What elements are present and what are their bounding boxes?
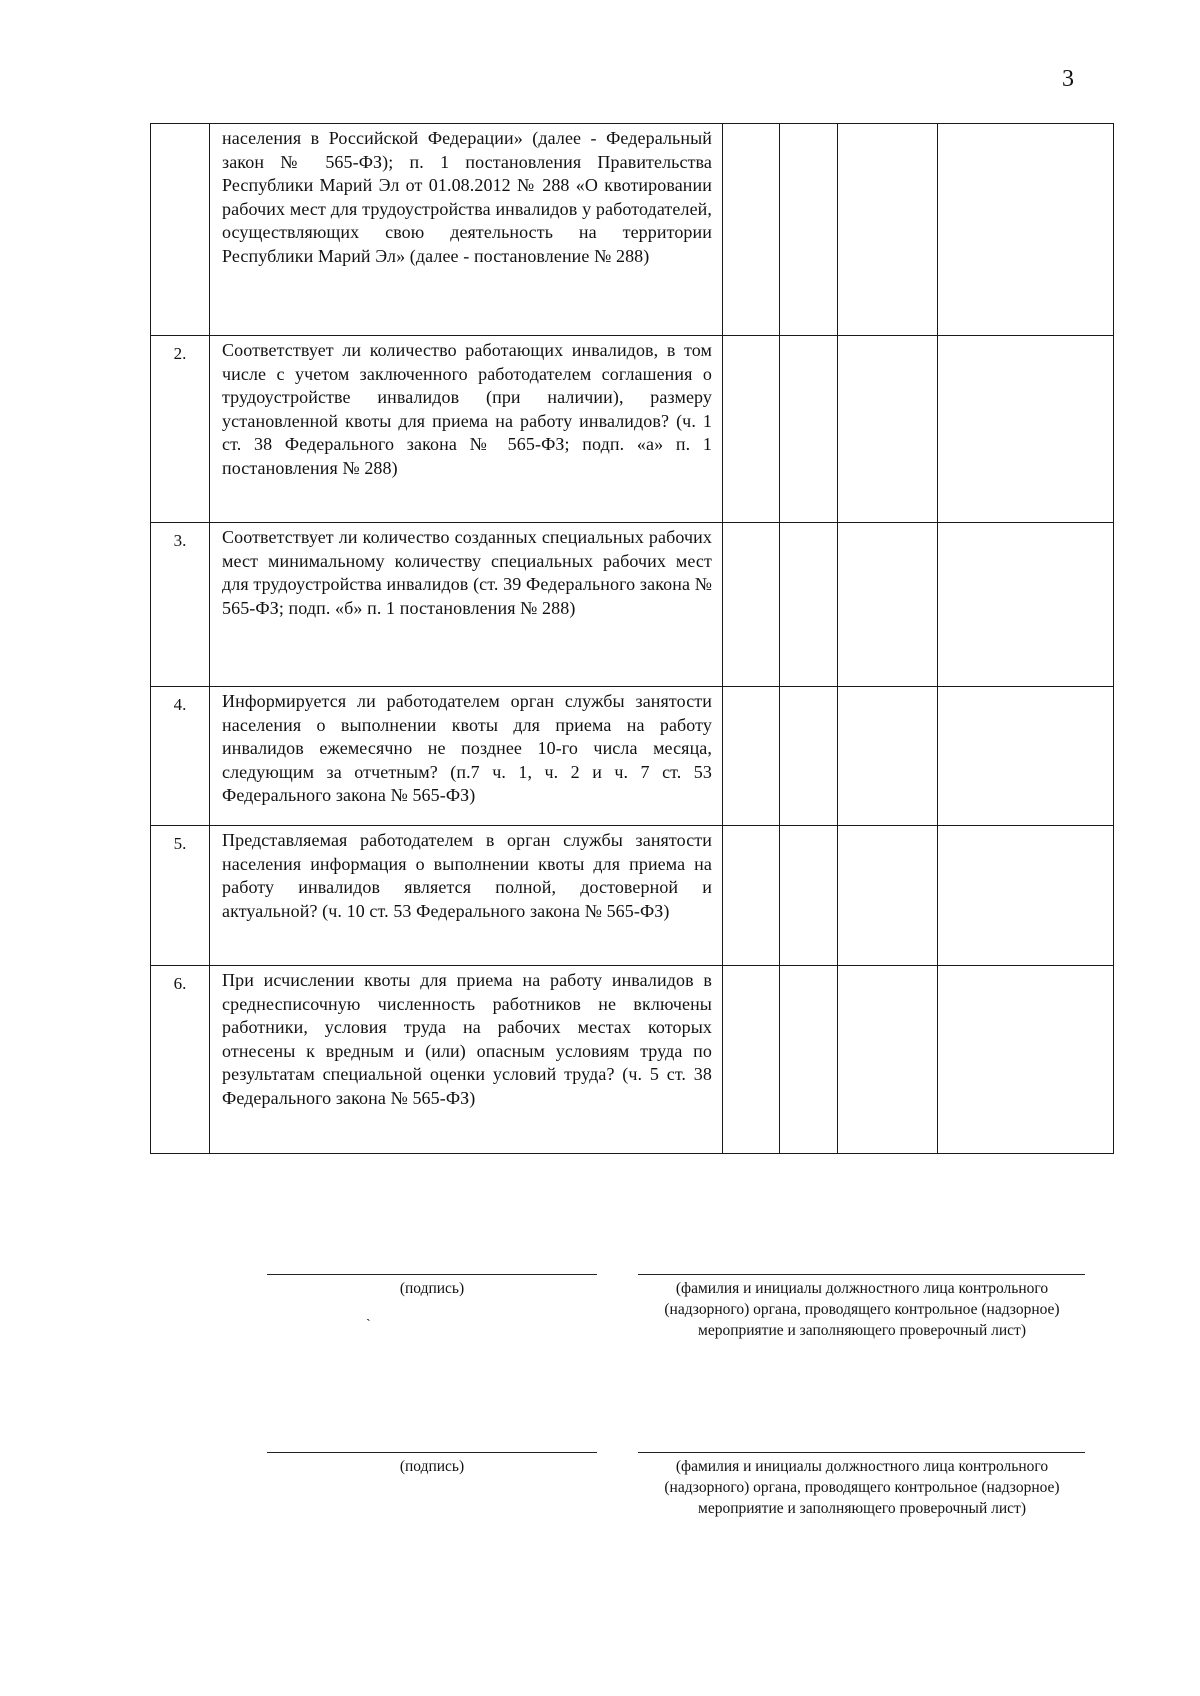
question-text: Представляемая работодателем в орган службы занятости населения информация о выполнении квоты для приема на работу инвалидов является полной, достоверной и актуальной? (ч. 10 ст. 53 Федерального закона № 565-ФЗ) [222,830,712,921]
answer-no-cell[interactable] [780,124,838,336]
signature-caption: (подпись) [399,1458,465,1475]
table-row [151,523,1114,687]
question-text: населения в Российской Федерации» (далее - Федеральный закон № 565-ФЗ); п. 1 постановления Правительства Республики Марий Эл от 01.08.2012 № 288 «О квотировании рабочих мест для трудоустройства инвалидов у работодателей, осуществляющих свою деятельность на территории Республики Марий Эл» (далее - постановление № 288) [222,128,712,266]
row-number-cell: 3. [151,523,210,687]
table-row [151,687,1114,826]
question-text: Информируется ли работодателем орган службы занятости населения о выполнении квоты для приема на работу инвалидов ежемесячно не позднее 10-го числа месяца, следующим за отчетным? (п.7 ч. 1, ч. 2 и ч. 7 ст. 53 Федерального закона № 565-ФЗ) [222,691,712,805]
question-cell [210,124,723,336]
table-row [151,124,1114,336]
answer-na-cell[interactable] [838,826,938,966]
table-row [151,826,1114,966]
table-row [151,336,1114,523]
name-caption: (фамилия и инициалы должностного лица контрольного (надзорного) органа, проводящего контрольное (надзорное) мероприятие и заполняющего проверочный лист) [664,1458,1060,1517]
signature-caption: (подпись) [399,1280,465,1297]
name-caption: (фамилия и инициалы должностного лица контрольного (надзорного) органа, проводящего контрольное (надзорное) мероприятие и заполняющего проверочный лист) [664,1280,1060,1339]
answer-no-cell[interactable] [780,687,838,826]
note-cell[interactable] [938,826,1114,966]
answer-no-cell[interactable] [780,336,838,523]
name-line[interactable] [638,1452,1085,1453]
checklist-table [150,123,1114,1154]
row-number-cell: 5. [151,826,210,966]
question-cell [210,966,723,1154]
question-text: Соответствует ли количество работающих инвалидов, в том числе с учетом заключенного работодателем соглашения о трудоустройстве инвалидов (при наличии), размеру установленной квоты для приема на работу инвалидов? (ч. 1 ст. 38 Федерального закона № 565-ФЗ; подп. «а» п. 1 постановления № 288) [222,340,712,478]
name-line[interactable] [638,1274,1085,1275]
answer-yes-cell[interactable] [723,523,780,687]
question-cell [210,336,723,523]
question-text: Соответствует ли количество созданных специальных рабочих мест минимальному количеству специальных рабочих мест для трудоустройства инвалидов (ст. 39 Федерального закона № 565-ФЗ; подп. «б» п. 1 постановления № 288) [222,527,712,618]
question-cell [210,523,723,687]
signature-line[interactable] [267,1274,597,1275]
question-cell [210,687,723,826]
row-number-cell: 4. [151,687,210,826]
answer-no-cell[interactable] [780,523,838,687]
answer-no-cell[interactable] [780,966,838,1154]
answer-yes-cell[interactable] [723,336,780,523]
answer-na-cell[interactable] [838,336,938,523]
note-cell[interactable] [938,687,1114,826]
signature-line[interactable] [267,1452,597,1453]
answer-na-cell[interactable] [838,966,938,1154]
answer-yes-cell[interactable] [723,687,780,826]
answer-na-cell[interactable] [838,124,938,336]
table-row [151,966,1114,1154]
answer-na-cell[interactable] [838,687,938,826]
row-number-cell: 6. [151,966,210,1154]
page-number: 3 [1062,66,1074,92]
answer-yes-cell[interactable] [723,826,780,966]
question-text: При исчислении квоты для приема на работу инвалидов в среднесписочную численность работников не включены работники, условия труда на рабочих местах которых отнесены к вредным и (или) опасным условиям труда по результатам специальной оценки условий труда? (ч. 5 ст. 38 Федерального закона № 565-ФЗ) [222,970,712,1108]
note-cell[interactable] [938,966,1114,1154]
note-cell[interactable] [938,124,1114,336]
answer-yes-cell[interactable] [723,966,780,1154]
note-cell[interactable] [938,523,1114,687]
answer-no-cell[interactable] [780,826,838,966]
row-number-cell [151,124,210,336]
answer-na-cell[interactable] [838,523,938,687]
answer-yes-cell[interactable] [723,124,780,336]
row-number-cell: 2. [151,336,210,523]
stray-mark: ˏ [366,1307,371,1322]
question-cell [210,826,723,966]
note-cell[interactable] [938,336,1114,523]
